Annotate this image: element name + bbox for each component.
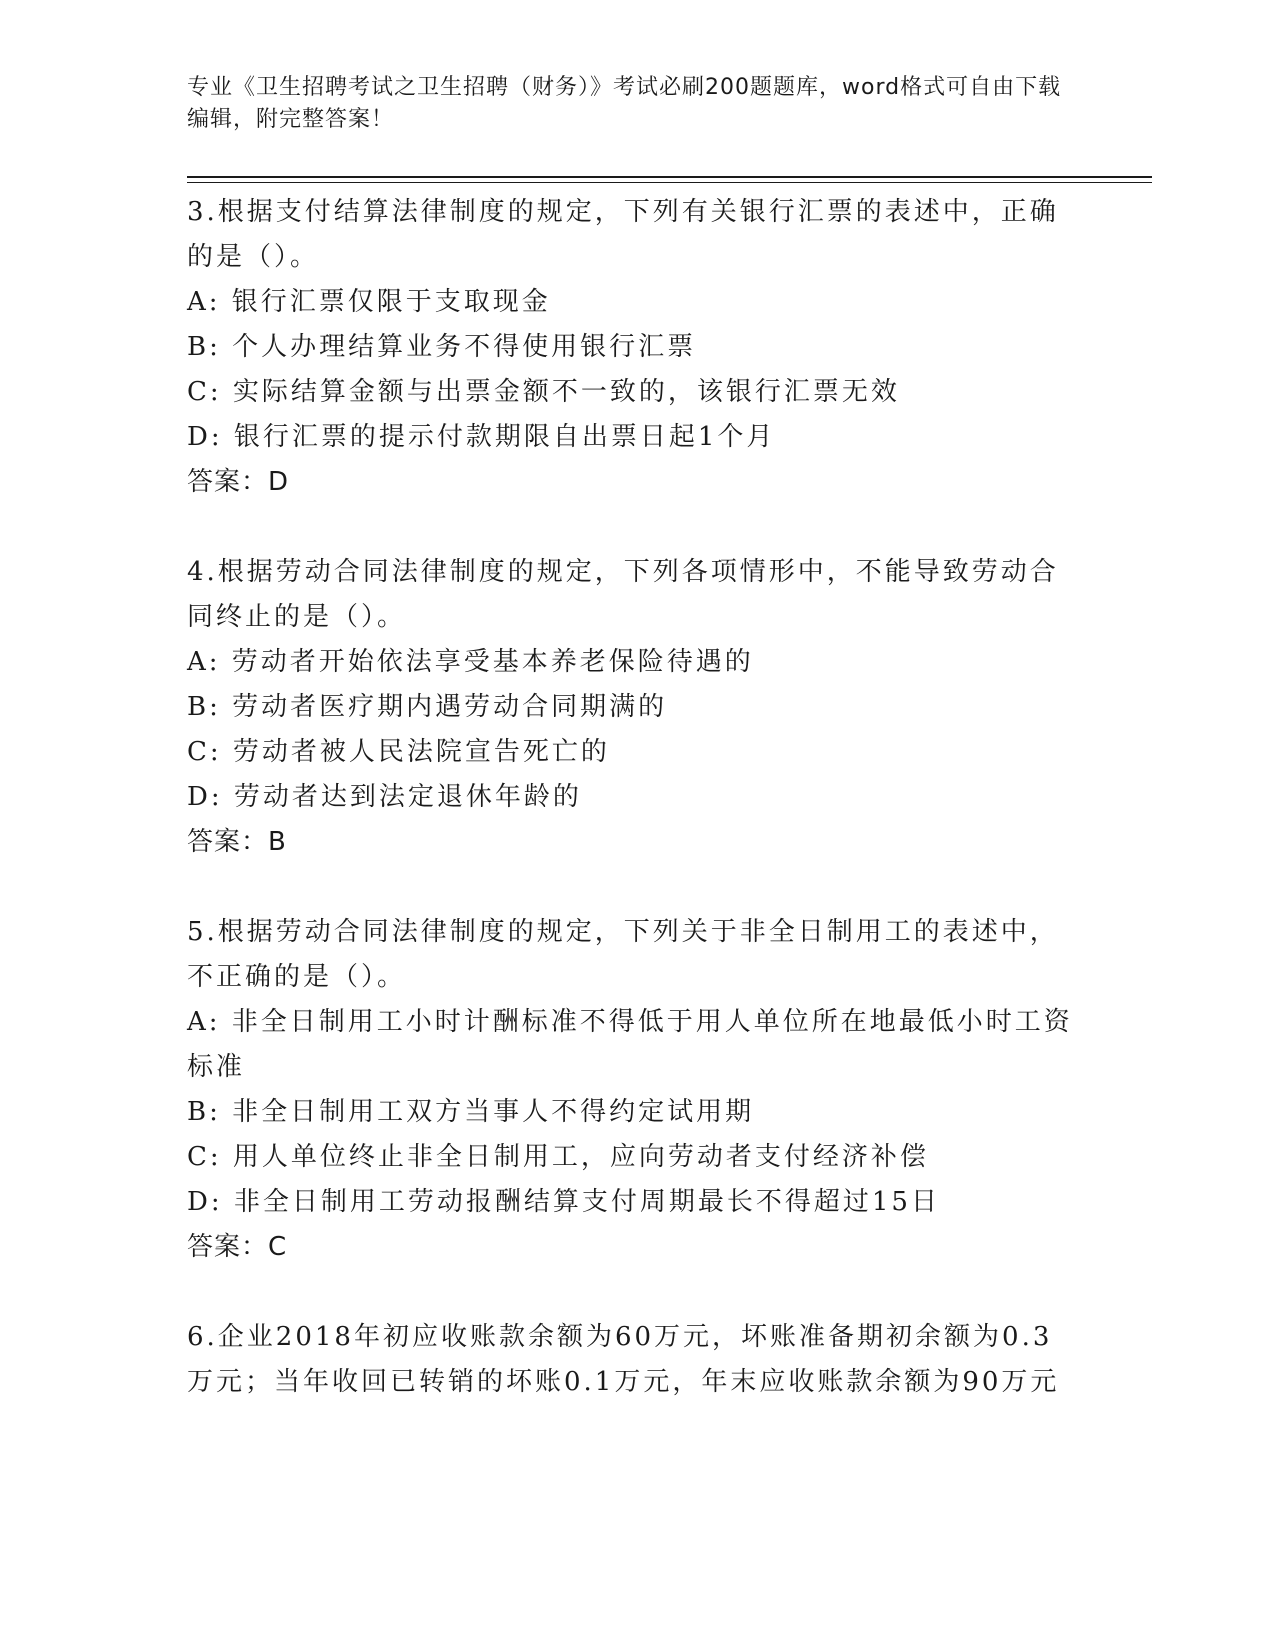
option-d: D: 非全日制用工劳动报酬结算支付周期最长不得超过15日 [187, 1187, 940, 1217]
header-divider-thick [187, 176, 1152, 178]
question-6 [187, 1315, 1077, 1405]
question-3 [187, 190, 1077, 505]
header-divider-thin [187, 182, 1152, 183]
option-d: D: 银行汇票的提示付款期限自出票日起1个月 [187, 422, 776, 452]
option-a: A: 银行汇票仅限于支取现金 [187, 287, 551, 317]
question-text: 3.根据支付结算法律制度的规定，下列有关银行汇票的表述中，正确的是（）。 [187, 197, 1059, 272]
question-text: 4.根据劳动合同法律制度的规定，下列各项情形中，不能导致劳动合同终止的是（）。 [187, 557, 1059, 632]
question-list [187, 190, 1077, 1450]
answer: 答案：B [187, 827, 287, 857]
option-b: B: 非全日制用工双方当事人不得约定试用期 [187, 1097, 755, 1127]
option-d: D: 劳动者达到法定退休年龄的 [187, 782, 582, 812]
question-4 [187, 550, 1077, 865]
option-a: A: 劳动者开始依法享受基本养老保险待遇的 [187, 647, 754, 677]
document-header: 专业《卫生招聘考试之卫生招聘（财务）》考试必刷200题题库，word格式可自由下载编辑，附完整答案！ [187, 75, 1062, 132]
question-text: 5.根据劳动合同法律制度的规定，下列关于非全日制用工的表述中，不正确的是（）。 [187, 917, 1059, 992]
option-b: B: 个人办理结算业务不得使用银行汇票 [187, 332, 697, 362]
option-c: C: 用人单位终止非全日制用工，应向劳动者支付经济补偿 [187, 1142, 929, 1172]
option-c: C: 实际结算金额与出票金额不一致的，该银行汇票无效 [187, 377, 900, 407]
question-5 [187, 910, 1077, 1270]
option-b: B: 劳动者医疗期内遇劳动合同期满的 [187, 692, 668, 722]
answer: 答案：C [187, 1232, 288, 1262]
option-a: A: 非全日制用工小时计酬标准不得低于用人单位所在地最低小时工资标准 [187, 1007, 1073, 1082]
answer: 答案：D [187, 467, 290, 497]
option-c: C: 劳动者被人民法院宣告死亡的 [187, 737, 610, 767]
question-text: 6.企业2018年初应收账款余额为60万元，坏账准备期初余额为0.3万元；当年收回已转销的坏账0.1万元，年末应收账款余额为90万元 [187, 1322, 1060, 1397]
